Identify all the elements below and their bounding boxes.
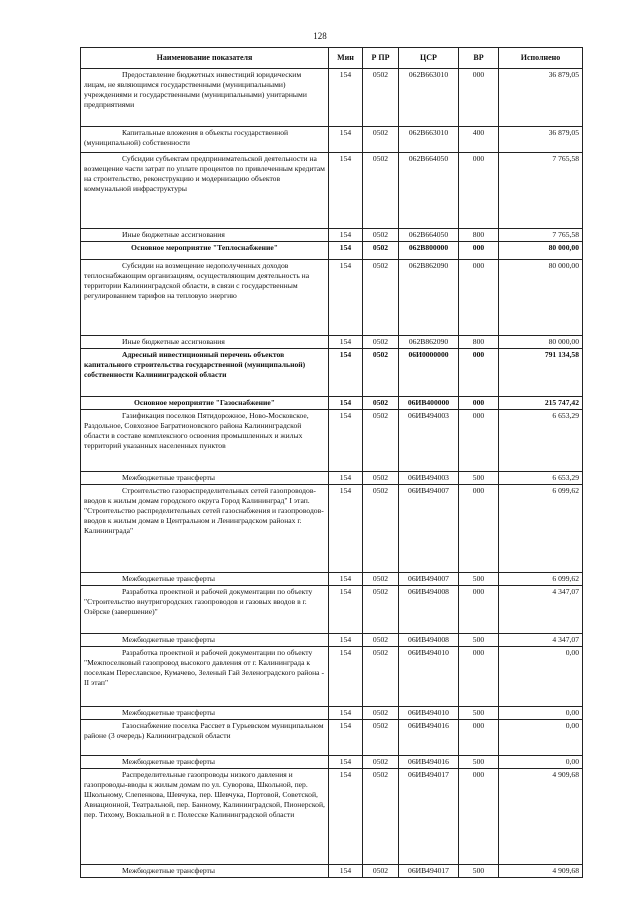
row-ministry-code: 154 <box>329 485 363 573</box>
row-target-article-code: 06ИВ494017 <box>399 769 459 865</box>
row-name: Субсидии субъектам предпринимательской деятельности на возмещение части затрат по уплате процентов по привлеченным кредитам на строительство, реконструкцию и модернизацию объектов коммунальной инфраструктуры <box>81 153 329 229</box>
table-row <box>81 69 583 127</box>
row-expense-type-code: 000 <box>459 720 499 756</box>
row-name: Адресный инвестиционный перечень объектов капитального строительства государственной (муниципальной) собственности Калининградской области <box>81 349 329 397</box>
row-section-code: 0502 <box>363 485 399 573</box>
row-ministry-code: 154 <box>329 769 363 865</box>
row-name: Разработка проектной и рабочей документации по объекту "Межпоселковый газопровод высокого давления от г. Калининграда к поселкам Переславское, Кумачево, Зеленый Гай Зеленоградского района - II этап" <box>81 647 329 707</box>
row-section-code: 0502 <box>363 472 399 485</box>
row-executed-amount: 791 134,58 <box>499 349 583 397</box>
page-number: 128 <box>313 31 327 41</box>
row-expense-type-code: 000 <box>459 647 499 707</box>
row-expense-type-code: 000 <box>459 769 499 865</box>
row-executed-amount: 0,00 <box>499 756 583 769</box>
row-expense-type-code: 800 <box>459 229 499 242</box>
table-row <box>81 865 583 878</box>
row-executed-amount: 7 765,58 <box>499 229 583 242</box>
row-expense-type-code: 000 <box>459 586 499 634</box>
budget-execution-table <box>80 47 583 878</box>
row-target-article-code: 06ИВ494017 <box>399 865 459 878</box>
row-target-article-code: 06ИВ494008 <box>399 586 459 634</box>
row-executed-amount: 0,00 <box>499 707 583 720</box>
row-section-code: 0502 <box>363 69 399 127</box>
row-ministry-code: 154 <box>329 69 363 127</box>
row-target-article-code: 06ИВ494003 <box>399 410 459 472</box>
row-executed-amount: 36 879,05 <box>499 127 583 153</box>
row-target-article-code: 06ИВ494010 <box>399 647 459 707</box>
row-name: Основное мероприятие "Теплоснабжение" <box>81 242 329 260</box>
row-ministry-code: 154 <box>329 153 363 229</box>
row-ministry-code: 154 <box>329 573 363 586</box>
row-expense-type-code: 500 <box>459 756 499 769</box>
row-ministry-code: 154 <box>329 397 363 410</box>
row-ministry-code: 154 <box>329 127 363 153</box>
row-section-code: 0502 <box>363 707 399 720</box>
row-name: Строительство газораспределительных сетей газопроводов-вводов к жилым домам городского округа Город Калининград" I этап. "Строительство распределительных сетей газоснабжения и газопроводов-вводов к жилым домам в Центральном и Ленинградском районах г. Калининграда" <box>81 485 329 573</box>
row-target-article-code: 062В862090 <box>399 260 459 336</box>
row-executed-amount: 0,00 <box>499 647 583 707</box>
row-target-article-code: 06ИВ494010 <box>399 707 459 720</box>
row-executed-amount: 4 347,07 <box>499 586 583 634</box>
row-expense-type-code: 500 <box>459 573 499 586</box>
row-target-article-code: 062В664050 <box>399 153 459 229</box>
row-name: Газоснабжение поселка Рассвет в Гурьевском муниципальном районе (3 очередь) Калининградской области <box>81 720 329 756</box>
table-header-row <box>81 48 583 69</box>
row-executed-amount: 4 347,07 <box>499 634 583 647</box>
row-section-code: 0502 <box>363 349 399 397</box>
row-name: Газификация поселков Пятидорожное, Ново-Московское, Раздольное, Совхозное Багратионовского района Калининградской области в составе комплексного освоения промышленных и жилых территорий указанных населенных пунктов <box>81 410 329 472</box>
row-section-code: 0502 <box>363 769 399 865</box>
row-expense-type-code: 500 <box>459 634 499 647</box>
table-row <box>81 349 583 397</box>
table-row <box>81 573 583 586</box>
row-target-article-code: 06ИВ494007 <box>399 573 459 586</box>
row-section-code: 0502 <box>363 865 399 878</box>
table-row <box>81 647 583 707</box>
row-ministry-code: 154 <box>329 756 363 769</box>
row-ministry-code: 154 <box>329 634 363 647</box>
table-row <box>81 485 583 573</box>
column-header-amount: Исполнено <box>499 48 583 69</box>
row-executed-amount: 215 747,42 <box>499 397 583 410</box>
row-ministry-code: 154 <box>329 336 363 349</box>
table-row <box>81 127 583 153</box>
row-ministry-code: 154 <box>329 865 363 878</box>
row-name: Межбюджетные трансферты <box>81 573 329 586</box>
row-name: Иные бюджетные ассигнования <box>81 229 329 242</box>
row-section-code: 0502 <box>363 153 399 229</box>
row-executed-amount: 6 653,29 <box>499 472 583 485</box>
row-expense-type-code: 000 <box>459 485 499 573</box>
row-executed-amount: 80 000,00 <box>499 242 583 260</box>
table-row <box>81 720 583 756</box>
row-expense-type-code: 000 <box>459 69 499 127</box>
table-row <box>81 634 583 647</box>
row-name: Субсидии на возмещение недополученных доходов теплоснабжающим организациям, осуществляющим деятельность на территории Калининградской области, в связи с государственным регулированием тарифов на тепловую энергию <box>81 260 329 336</box>
row-section-code: 0502 <box>363 756 399 769</box>
table-row <box>81 260 583 336</box>
row-executed-amount: 6 099,62 <box>499 573 583 586</box>
row-ministry-code: 154 <box>329 647 363 707</box>
table-body <box>81 69 583 878</box>
row-section-code: 0502 <box>363 410 399 472</box>
row-expense-type-code: 000 <box>459 260 499 336</box>
row-name: Межбюджетные трансферты <box>81 634 329 647</box>
row-expense-type-code: 500 <box>459 865 499 878</box>
row-section-code: 0502 <box>363 336 399 349</box>
table-row <box>81 586 583 634</box>
row-name: Капитальные вложения в объекты государственной (муниципальной) собственности <box>81 127 329 153</box>
row-executed-amount: 80 000,00 <box>499 336 583 349</box>
row-target-article-code: 06ИВ494016 <box>399 720 459 756</box>
row-executed-amount: 80 000,00 <box>499 260 583 336</box>
table-row <box>81 472 583 485</box>
column-header-rpr: Р ПР <box>363 48 399 69</box>
row-expense-type-code: 000 <box>459 397 499 410</box>
table-row <box>81 229 583 242</box>
column-header-csr: ЦСР <box>399 48 459 69</box>
row-target-article-code: 06ИВ494016 <box>399 756 459 769</box>
row-expense-type-code: 000 <box>459 153 499 229</box>
row-ministry-code: 154 <box>329 349 363 397</box>
row-section-code: 0502 <box>363 586 399 634</box>
row-section-code: 0502 <box>363 242 399 260</box>
row-executed-amount: 36 879,05 <box>499 69 583 127</box>
row-section-code: 0502 <box>363 647 399 707</box>
row-section-code: 0502 <box>363 573 399 586</box>
row-target-article-code: 06И0000000 <box>399 349 459 397</box>
row-section-code: 0502 <box>363 720 399 756</box>
row-name: Предоставление бюджетных инвестиций юридическим лицам, не являющимся государственными (муниципальными) учреждениями и государственными (муниципальными) унитарными предприятиями <box>81 69 329 127</box>
row-expense-type-code: 000 <box>459 349 499 397</box>
row-target-article-code: 062В663010 <box>399 69 459 127</box>
row-executed-amount: 4 909,68 <box>499 865 583 878</box>
row-target-article-code: 06ИВ400000 <box>399 397 459 410</box>
row-expense-type-code: 800 <box>459 336 499 349</box>
row-section-code: 0502 <box>363 634 399 647</box>
row-name: Иные бюджетные ассигнования <box>81 336 329 349</box>
row-ministry-code: 154 <box>329 586 363 634</box>
row-expense-type-code: 500 <box>459 472 499 485</box>
row-ministry-code: 154 <box>329 260 363 336</box>
row-name: Межбюджетные трансферты <box>81 707 329 720</box>
row-ministry-code: 154 <box>329 707 363 720</box>
row-ministry-code: 154 <box>329 472 363 485</box>
row-ministry-code: 154 <box>329 410 363 472</box>
table-row <box>81 153 583 229</box>
column-header-vr: ВР <box>459 48 499 69</box>
row-executed-amount: 4 909,68 <box>499 769 583 865</box>
row-target-article-code: 06ИВ494007 <box>399 485 459 573</box>
row-target-article-code: 062В663010 <box>399 127 459 153</box>
row-executed-amount: 6 653,29 <box>499 410 583 472</box>
row-ministry-code: 154 <box>329 720 363 756</box>
row-name: Основное мероприятие "Газоснабжение" <box>81 397 329 410</box>
row-name: Межбюджетные трансферты <box>81 472 329 485</box>
column-header-name: Наименование показателя <box>81 48 329 69</box>
table-row <box>81 242 583 260</box>
row-section-code: 0502 <box>363 127 399 153</box>
table-row <box>81 410 583 472</box>
row-expense-type-code: 000 <box>459 410 499 472</box>
row-target-article-code: 062В800000 <box>399 242 459 260</box>
row-ministry-code: 154 <box>329 242 363 260</box>
row-name: Распределительные газопроводы низкого давления и газопроводы-вводы к жилым домам по ул. Суворова, Школьной, пер. Школьному, Слепенкова, Шевчука, пер. Шевчука, Портовой, Советской, Авиационной, Театральной, пер. Банному, Калининградской, Пионерской, пер. Тихому, Вокзальной в г. Полесске Калининградской области <box>81 769 329 865</box>
row-section-code: 0502 <box>363 229 399 242</box>
row-section-code: 0502 <box>363 260 399 336</box>
row-section-code: 0502 <box>363 397 399 410</box>
row-name: Межбюджетные трансферты <box>81 756 329 769</box>
row-executed-amount: 6 099,62 <box>499 485 583 573</box>
column-header-min: Мин <box>329 48 363 69</box>
row-target-article-code: 062В664050 <box>399 229 459 242</box>
row-expense-type-code: 400 <box>459 127 499 153</box>
row-target-article-code: 062В862090 <box>399 336 459 349</box>
row-executed-amount: 0,00 <box>499 720 583 756</box>
row-expense-type-code: 000 <box>459 242 499 260</box>
row-expense-type-code: 500 <box>459 707 499 720</box>
table-row <box>81 756 583 769</box>
table-row <box>81 707 583 720</box>
row-name: Разработка проектной и рабочей документации по объекту "Строительство внутригородских газопроводов и газовых вводов в г. Озёрске (завершение)" <box>81 586 329 634</box>
row-executed-amount: 7 765,58 <box>499 153 583 229</box>
row-name: Межбюджетные трансферты <box>81 865 329 878</box>
row-ministry-code: 154 <box>329 229 363 242</box>
table-row <box>81 397 583 410</box>
row-target-article-code: 06ИВ494008 <box>399 634 459 647</box>
table-row <box>81 769 583 865</box>
row-target-article-code: 06ИВ494003 <box>399 472 459 485</box>
table-row <box>81 336 583 349</box>
